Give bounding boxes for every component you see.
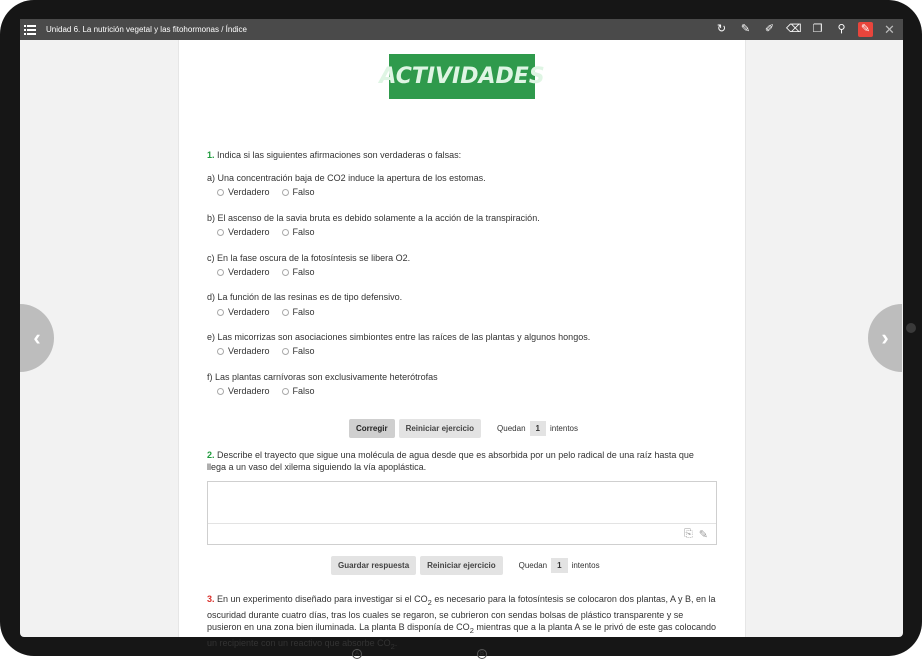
- question-1-prompt: [207, 150, 461, 160]
- question-3-number: 3.: [207, 594, 215, 604]
- option-false[interactable]: [282, 346, 315, 356]
- attempts-label: intentos: [571, 561, 600, 570]
- option-true[interactable]: [217, 346, 270, 356]
- option-label: Falso: [292, 187, 315, 197]
- option-true[interactable]: [217, 187, 270, 197]
- options-d: [217, 307, 315, 317]
- statement-c: c) En la fase oscura de la fotosíntesis se libera O2.: [207, 253, 411, 263]
- radio-button[interactable]: [217, 229, 224, 236]
- option-label: Falso: [292, 307, 315, 317]
- menu-icon[interactable]: [24, 25, 38, 35]
- options-e: [217, 346, 315, 356]
- reset-exercise-button[interactable]: Reiniciar ejercicio: [399, 419, 481, 438]
- subscript: 2: [469, 625, 474, 635]
- option-label: Verdadero: [228, 307, 270, 317]
- search-icon[interactable]: ⚲: [837, 23, 846, 35]
- option-label: Verdadero: [228, 227, 270, 237]
- save-answer-button[interactable]: Guardar respuesta: [331, 556, 416, 575]
- option-true[interactable]: [217, 267, 270, 277]
- textarea-divider: [208, 523, 716, 524]
- radio-button[interactable]: [282, 189, 289, 196]
- remaining-label: Quedan: [518, 561, 548, 570]
- remaining-label: Quedan: [497, 424, 526, 433]
- option-label: Verdadero: [228, 386, 270, 396]
- option-label: Verdadero: [228, 267, 270, 277]
- option-label: Falso: [292, 386, 315, 396]
- refresh-icon[interactable]: ↻: [716, 23, 727, 35]
- option-false[interactable]: [282, 386, 315, 396]
- attempts-label: intentos: [549, 424, 578, 433]
- top-bar: [20, 19, 903, 40]
- q3-line3b: mientras que a la planta A se le privó de este gas colocando: [473, 621, 717, 632]
- q3-line4a: un recipiente con un reactivo que absorbe CO: [207, 637, 391, 648]
- option-false[interactable]: [282, 267, 315, 277]
- radio-button[interactable]: [217, 388, 224, 395]
- activity-page: [178, 40, 746, 657]
- statement-e: e) Las micorrizas son asociaciones simbiontes entre las raíces de las plantas y algunos hongos.: [207, 332, 591, 342]
- options-f: [217, 386, 315, 396]
- eraser-icon[interactable]: ⌫: [786, 23, 802, 35]
- question-2-line2: llega a un vaso del xilema siguiendo la vía apoplástica.: [207, 462, 427, 472]
- radio-button[interactable]: [217, 269, 224, 276]
- option-label: Verdadero: [228, 346, 270, 356]
- paperclip-icon[interactable]: ⎘: [683, 528, 693, 540]
- pen-active-icon[interactable]: ✎: [858, 22, 873, 37]
- question-2-prompt: [207, 449, 707, 473]
- pencil-icon[interactable]: ✎: [740, 23, 751, 35]
- activities-banner: ACTIVIDADES: [389, 54, 535, 99]
- chevron-left-icon: ‹: [33, 325, 41, 350]
- figure-label-b: B: [477, 649, 487, 659]
- marker-icon[interactable]: ✐: [764, 23, 775, 35]
- options-c: [217, 267, 315, 277]
- question-1-text: Indica si las siguientes afirmaciones son verdaderas o falsas:: [217, 150, 462, 160]
- q3-line1a: En un experimento diseñado para investigar si el CO: [217, 594, 428, 604]
- edit-icon[interactable]: ✎: [698, 529, 708, 541]
- statement-d: d) La función de las resinas es de tipo defensivo.: [207, 292, 403, 302]
- q3-line2: oscuridad durante cuatro días, tras los cuales se regaron, se cubrieron con sendas bolsas de plástico transparente y se: [207, 609, 684, 620]
- radio-button[interactable]: [282, 388, 289, 395]
- question-2-number: 2.: [207, 450, 215, 460]
- question-1-number: 1.: [207, 150, 215, 160]
- radio-button[interactable]: [217, 309, 224, 316]
- option-true[interactable]: [217, 307, 270, 317]
- radio-button[interactable]: [282, 269, 289, 276]
- radio-button[interactable]: [282, 348, 289, 355]
- option-true[interactable]: [217, 227, 270, 237]
- question-1-actions: [349, 419, 578, 438]
- remaining-count: 1: [551, 558, 567, 573]
- subscript: 2: [390, 641, 395, 651]
- option-true[interactable]: [217, 386, 270, 396]
- textarea-tools: [684, 528, 708, 541]
- radio-button[interactable]: [282, 229, 289, 236]
- toolbar: [714, 19, 897, 40]
- screen: [20, 19, 903, 657]
- answer-textarea[interactable]: [207, 481, 717, 545]
- page-title: Unidad 6. La nutrición vegetal y las fitohormonas / Índice: [46, 25, 248, 34]
- q3-line4b: .: [394, 637, 398, 648]
- question-3-text: [207, 593, 719, 652]
- question-2-actions: [331, 556, 600, 575]
- camera: [906, 323, 916, 333]
- statement-b: b) El ascenso de la savia bruta es debido solamente a la acción de la transpiración.: [207, 213, 540, 223]
- figure-label-a: A: [352, 649, 362, 659]
- option-label: Verdadero: [228, 187, 270, 197]
- close-icon[interactable]: ✕: [884, 22, 895, 37]
- copy-icon[interactable]: ❐: [812, 23, 823, 35]
- correct-button[interactable]: Corregir: [349, 419, 395, 438]
- option-false[interactable]: [282, 187, 315, 197]
- q3-line3a: pusieron en una zona bien iluminada. La planta B disponía de CO: [207, 621, 470, 632]
- remaining-count: 1: [530, 421, 546, 436]
- option-label: Falso: [292, 346, 315, 356]
- chevron-right-icon: ›: [881, 325, 889, 350]
- option-label: Falso: [292, 227, 315, 237]
- option-label: Falso: [292, 267, 315, 277]
- radio-button[interactable]: [217, 348, 224, 355]
- reset-exercise-button[interactable]: Reiniciar ejercicio: [420, 556, 502, 575]
- radio-button[interactable]: [217, 189, 224, 196]
- statement-a: a) Una concentración baja de CO2 induce la apertura de los estomas.: [207, 173, 486, 183]
- option-false[interactable]: [282, 227, 315, 237]
- q3-line1b: es necesario para la fotosíntesis se colocaron dos plantas, A y B, en la: [431, 594, 716, 604]
- radio-button[interactable]: [282, 309, 289, 316]
- question-2-line1: Describe el trayecto que sigue una molécula de agua desde que es absorbida por un pelo radical de una raíz hasta que: [217, 450, 694, 460]
- statement-f: f) Las plantas carnívoras son exclusivamente heterótrofas: [207, 372, 438, 382]
- option-false[interactable]: [282, 307, 315, 317]
- subscript: 2: [427, 597, 432, 607]
- options-a: [217, 187, 315, 197]
- options-b: [217, 227, 315, 237]
